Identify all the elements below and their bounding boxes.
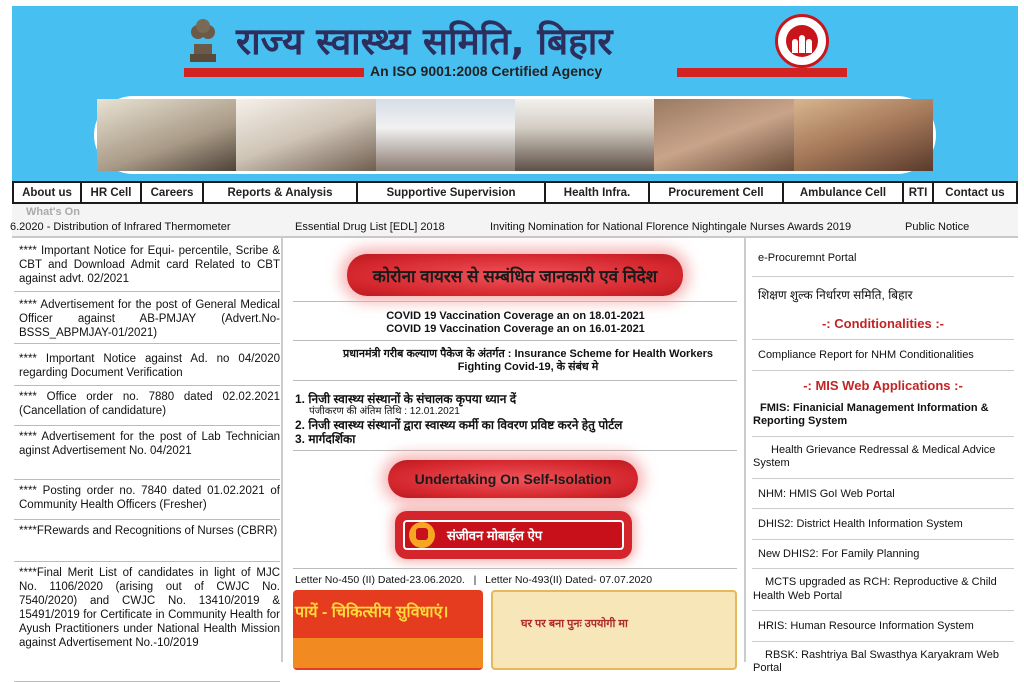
poster-right-text: घर पर बना पुनः उपयोगी मा [521,618,628,630]
sanjivan-label: संजीवन मोबाईल ऐप [447,528,543,543]
state-emblem-icon [184,14,222,64]
iso-subtitle: An ISO 9001:2008 Certified Agency [370,63,603,79]
reusable-mask-poster[interactable] [491,590,737,670]
hmis-link[interactable]: NHM: HMIS GoI Web Portal [758,487,895,500]
title-underline-left [184,68,364,77]
compliance-report-link[interactable]: Compliance Report for NHM Conditionalities [758,349,974,361]
notice-item[interactable]: **** Office order no. 7880 dated 02.02.2021 (Cancellation of candidature) [14,386,280,426]
divider [293,568,737,569]
corona-info-button[interactable]: कोरोना वायरस से सम्बंधित जानकारी एवं निदेश [347,254,683,296]
health-facilities-poster[interactable] [293,590,483,670]
banner-photo-1 [97,99,236,171]
mcts-rch-link[interactable]: MCTS upgraded as RCH: Reproductive & Child Health Web Portal [753,576,997,602]
nav-health-infra[interactable]: Health Infra. [546,183,650,202]
main-nav [12,181,1018,204]
conditionalities-heading: -: Conditionalities :- [821,316,945,331]
nav-about-us[interactable]: About us [12,183,82,202]
banner-photo-6 [794,99,933,171]
new-dhis2-link[interactable]: New DHIS2: For Family Planning [758,547,920,560]
page-title: राज्य स्वास्थ्य समिति, बिहार [236,20,613,63]
notice-item[interactable]: ****FRewards and Recognitions of Nurses (CBRR) [14,520,280,562]
nav-ambulance-cell[interactable]: Ambulance Cell [784,183,904,202]
dhis2-link[interactable]: DHIS2: District Health Information System [758,518,963,530]
fmis-link[interactable]: FMIS: Finanicial Management Information & Reporting System [753,401,989,427]
fee-committee-link[interactable]: शिक्षण शुल्क निर्धारण समिति, बिहार [758,287,913,302]
ticker-item[interactable]: Inviting Nomination for National Florence Nightingale Nurses Awards 2019 [490,221,852,233]
eprocurement-link[interactable]: e-Procuremnt Portal [758,252,857,264]
left-notice-list [14,238,280,662]
sanjivan-app-button[interactable] [395,511,632,559]
letter-separator: | [473,574,477,586]
nav-procurement-cell[interactable]: Procurement Cell [650,183,784,202]
divider [293,340,737,341]
nav-rti[interactable]: RTI [904,183,934,202]
nav-reports-analysis[interactable]: Reports & Analysis [204,183,358,202]
sanjivan-logo-icon [409,522,435,548]
divider [293,380,737,381]
hris-link[interactable]: HRIS: Human Resource Information System [758,620,974,632]
notice-item[interactable]: **** Important Notice for Equi- percentile, Scribe & CBT and Download Admit card Related to CBT against advt. 02/2021 [14,238,280,292]
notice-item[interactable]: **** Advertisement for the post of Lab Technician aginst Advertisement No. 04/2021 [14,426,280,480]
banner-photo-3 [376,99,515,171]
site-header [12,6,1018,181]
divider [293,301,737,302]
divider [293,450,737,451]
banner-photo-5 [654,99,793,171]
vaccination-link[interactable]: COVID 19 Vaccination Coverage an on 18.01-2021 [386,310,645,322]
private-institutions-notice[interactable]: 1. निजी स्वास्थ्य संस्थानों के संचालक कृपया ध्यान दें [295,392,517,406]
letters-line [295,574,652,586]
insurance-scheme-link[interactable]: प्रधानमंत्री गरीब कल्याण पैकेज के अंतर्गत : Insurance Scheme for Health Workers Fighting Covid-19, के संबंध मे [343,348,713,373]
mis-heading: -: MIS Web Applications :- [803,377,963,393]
ticker-strip [12,221,1018,237]
nav-supportive-supervision[interactable]: Supportive Supervision [358,183,546,202]
grievance-redressal-link[interactable]: Health Grievance Redressal & Medical Advice System [753,443,996,469]
poster-left-text: पायें - चिकित्सीय सुविधाएं। [295,604,449,621]
letter-link[interactable]: Letter No-450 (II) Dated-23.06.2020. [295,574,465,586]
undertaking-self-isolation-button[interactable]: Undertaking On Self-Isolation [388,460,638,498]
vaccination-link[interactable]: COVID 19 Vaccination Coverage an on 16.01-2021 [386,323,645,335]
notice-item[interactable]: **** Important Notice against Ad. no 04/2020 regarding Document Verification [14,344,280,386]
ticker-item[interactable]: Public Notice [905,221,970,233]
notice-item[interactable]: **** Advertisement for the post of General Medical Officer against AB-PMJAY (Advert.No-BSSS_ABPMJAY-01/2021) [14,292,280,344]
rbsk-link[interactable]: RBSK: Rashtriya Bal Swasthya Karyakram Web Portal [753,648,999,674]
banner-photo-4 [515,99,654,171]
nhm-logo-icon [775,14,829,68]
nav-careers[interactable]: Careers [142,183,204,202]
notice-item[interactable]: **** Posting order no. 7840 dated 01.02.2021 of Community Health Officers (Fresher) [14,480,280,520]
banner-photo-2 [236,99,375,171]
title-underline-right [677,68,847,77]
ticker-item[interactable]: 6.2020 - Distribution of Infrared Thermometer [10,221,231,233]
letter-link[interactable]: Letter No-493(II) Dated- 07.07.2020 [485,574,653,586]
whats-on-ticker [12,204,1018,238]
right-links-panel [748,238,1018,674]
header-photo-banner [94,96,936,174]
center-content [281,238,746,662]
notice-item[interactable]: ****Final Merit List of candidates in light of MJC No. 1106/2020 (arising out of CWJC No. 7540/2020) and CWJC No. 13410/2019 & 15491/2019 for Certificate in Community Health for Ayush Practitioners under National Health Mission against Advertisement No.-10/2019 [14,562,280,682]
staff-entry-portal-link[interactable]: 2. निजी स्वास्थ्य संस्थानों द्वारा स्वास्थ्य कर्मी का विवरण प्रविष्ट करने हेतु पोर्टल [295,418,623,432]
registration-deadline: पंजीकरण की अंतिम तिथि : 12.01.2021 [309,406,460,417]
nav-hr-cell[interactable]: HR Cell [82,183,142,202]
nav-contact-us[interactable]: Contact us [934,183,1018,202]
poster-band [293,638,483,668]
ticker-item[interactable]: Essential Drug List [EDL] 2018 [295,221,445,233]
whats-on-label: What's On [26,206,80,218]
guidelines-link[interactable]: 3. मार्गदर्शिका [295,432,356,446]
